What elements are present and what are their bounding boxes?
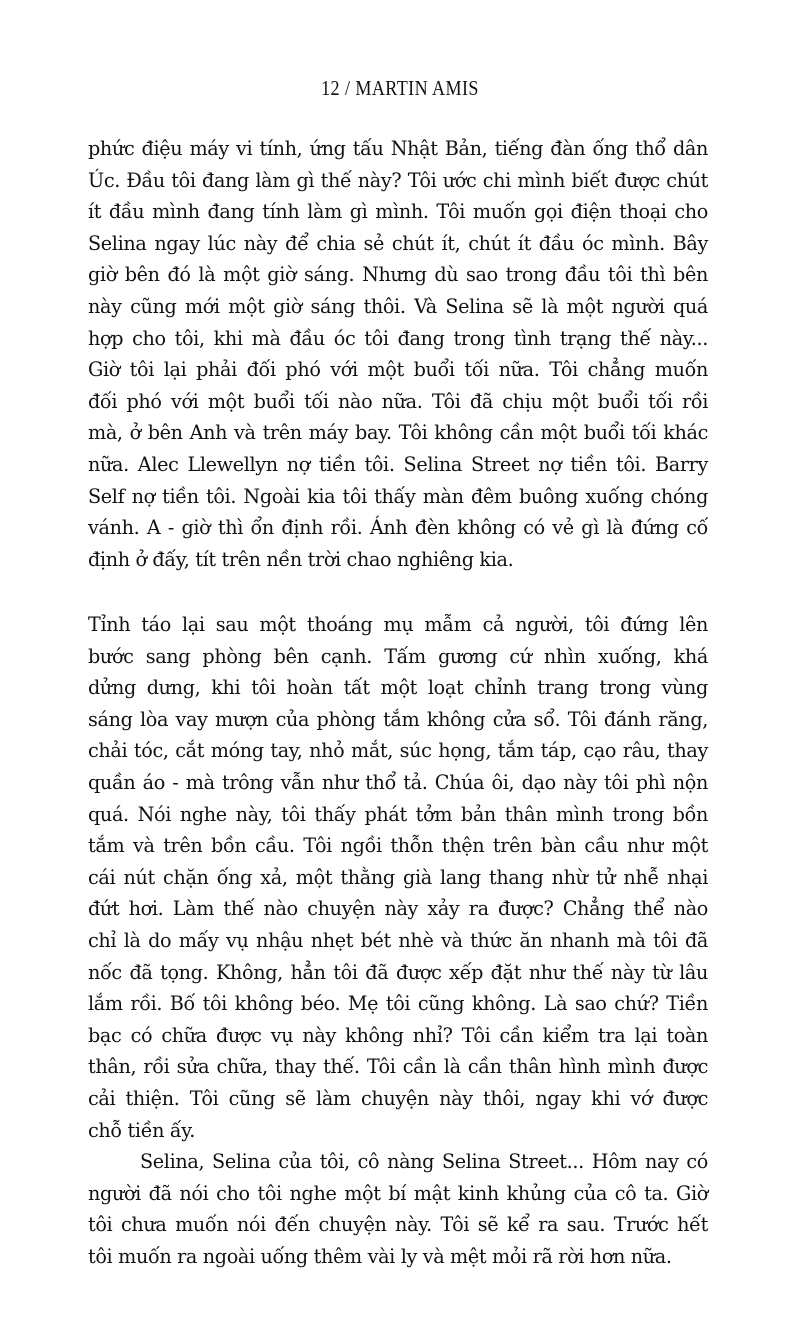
paragraph-2 <box>88 609 708 1272</box>
text-line: sáng lòa vay mượn của phòng tắm không cửa sổ. Tôi đánh răng, <box>88 707 708 731</box>
text-line: mà, ở bên Anh và trên máy bay. Tôi không cần một buổi tối khác <box>88 421 708 445</box>
text-line: cái nút chặn ống xả, một thằng già lang thang nhừ tử nhễ nhại <box>88 865 708 889</box>
text-line: tắm và trên bồn cầu. Tôi ngồi thỗn thện trên bàn cầu như một <box>88 834 708 858</box>
text-line: Selina ngay lúc này để chia sẻ chút ít, chút ít đầu óc mình. Bây <box>88 231 708 255</box>
text-line: thân, rồi sửa chữa, thay thế. Tôi cần là cần thân hình mình được <box>88 1055 708 1079</box>
text-line: đối phó với một buổi tối nào nữa. Tôi đã chịu một buổi tối rồi <box>88 389 708 413</box>
text-line: nốc đã tọng. Không, hẳn tôi đã được xếp đặt như thế này từ lâu <box>88 960 708 984</box>
text-line: Úc. Đầu tôi đang làm gì thế này? Tôi ước chi mình biết được chút <box>88 168 708 192</box>
text-line: phức điệu máy vi tính, ứng tấu Nhật Bản, tiếng đàn ống thổ dân <box>88 137 708 160</box>
text-line: bạc có chữa được vụ này không nhỉ? Tôi cần kiểm tra lại toàn <box>88 1023 708 1047</box>
text-line: này cũng mới một giờ sáng thôi. Và Selina sẽ là một người quá <box>88 294 708 318</box>
text-line: bước sang phòng bên cạnh. Tấm gương cứ nhìn xuống, khá <box>88 644 708 668</box>
text-line: nữa. Alec Llewellyn nợ tiền tôi. Selina Street nợ tiền tôi. Barry <box>88 452 708 476</box>
text-line: lắm rồi. Bố tôi không béo. Mẹ tôi cũng không. Là sao chứ? Tiền <box>88 992 708 1016</box>
text-line: tôi chưa muốn nói đến chuyện này. Tôi sẽ kể ra sau. Trước hết <box>88 1213 708 1237</box>
text-line: chỗ tiền ấy. <box>88 1118 195 1142</box>
text-line: dửng dưng, khi tôi hoàn tất một loạt chỉnh trang trong vùng <box>88 676 708 700</box>
text-line: người đã nói cho tôi nghe một bí mật kinh khủng của cô ta. Giờ <box>88 1181 708 1205</box>
text-line: Self nợ tiền tôi. Ngoài kia tôi thấy màn đêm buông xuống chóng <box>88 484 708 508</box>
text-line: tôi muốn ra ngoài uống thêm vài ly và mệt mỏi rã rời hơn nữa. <box>88 1244 672 1268</box>
text-line: giờ bên đó là một giờ sáng. Nhưng dù sao trong đầu tôi thì bên <box>88 263 708 287</box>
text-line: quá. Nói nghe này, tôi thấy phát tởm bản thân mình trong bồn <box>88 802 708 826</box>
page-number: 12 <box>321 76 341 100</box>
paragraph-1 <box>88 133 708 575</box>
header-separator: / <box>340 76 356 100</box>
text-line: quần áo - mà trông vẫn như thổ tả. Chúa ôi, dạo này tôi phì nộn <box>88 770 708 794</box>
text-line: chỉ là do mấy vụ nhậu nhẹt bét nhè và thức ăn nhanh mà tôi đã <box>88 928 708 952</box>
text-line: Selina, Selina của tôi, cô nàng Selina Street... Hôm nay có <box>140 1150 708 1174</box>
text-line: định ở đấy, tít trên nền trời chao nghiêng kia. <box>88 547 514 571</box>
text-line: đứt hơi. Làm thế nào chuyện này xảy ra được? Chẳng thể nào <box>88 897 708 921</box>
author-name: MARTIN AMIS <box>355 76 479 100</box>
text-line: cải thiện. Tôi cũng sẽ làm chuyện này thôi, ngay khi vớ được <box>88 1086 708 1110</box>
running-header <box>56 76 744 101</box>
text-line: Tỉnh táo lại sau một thoáng mụ mẫm cả người, tôi đứng lên <box>88 613 708 636</box>
text-line: ít đầu mình đang tính làm gì mình. Tôi muốn gọi điện thoại cho <box>88 200 708 224</box>
text-line: chải tóc, cắt móng tay, nhỏ mắt, súc họng, tắm táp, cạo râu, thay <box>88 739 708 763</box>
text-line: hợp cho tôi, khi mà đầu óc tôi đang trong tình trạng thế này... <box>88 326 708 350</box>
text-line: vánh. A - giờ thì ổn định rồi. Ánh đèn không có vẻ gì là đứng cố <box>88 516 708 540</box>
text-line: Giờ tôi lại phải đối phó với một buổi tối nữa. Tôi chẳng muốn <box>88 358 708 382</box>
